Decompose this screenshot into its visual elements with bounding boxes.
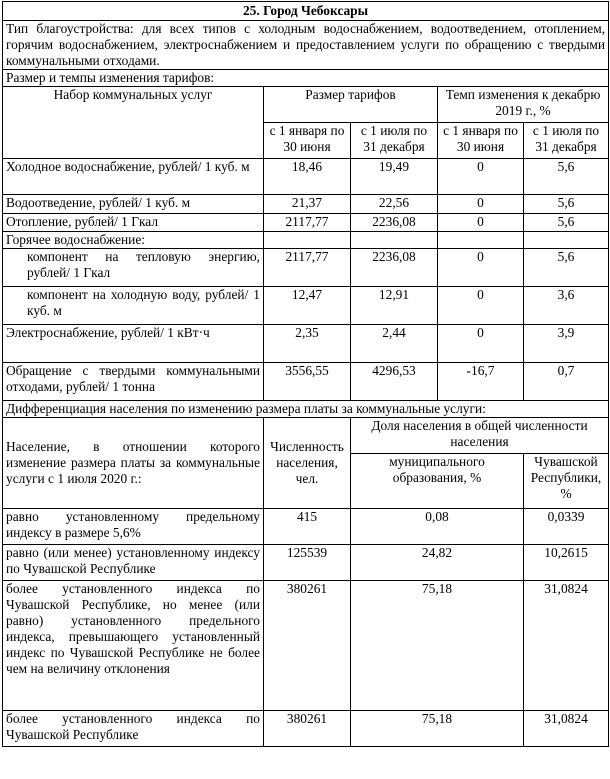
table-row bbox=[3, 214, 609, 232]
rate-h1: 0 bbox=[438, 287, 524, 325]
service-name: компонент на тепловую энергию, рублей/ 1 Гкал bbox=[3, 249, 264, 287]
table-row bbox=[3, 509, 609, 545]
tariff-h1: 3556,55 bbox=[264, 363, 351, 401]
header-tariff-size: Размер тарифов bbox=[264, 87, 438, 123]
tariff-h1 bbox=[264, 232, 351, 249]
service-name: компонент на холодную воду, рублей/ 1 куб. м bbox=[3, 287, 264, 325]
rate-h1: 0 bbox=[438, 249, 524, 287]
tariff-h2: 2,44 bbox=[351, 325, 438, 363]
tariffs-section-heading: Размер и темпы изменения тарифов: bbox=[3, 70, 609, 87]
header-change-rate: Темп изменения к декабрю 2019 г., % bbox=[438, 87, 609, 123]
service-name: Электроснабжение, рублей/ 1 кВт·ч bbox=[3, 325, 264, 363]
header-services: Набор коммунальных услуг bbox=[3, 87, 264, 159]
tariff-h1: 2117,77 bbox=[264, 249, 351, 287]
header-republic-share: Чувашской Республики, % bbox=[524, 454, 609, 509]
municipal-share: 0,08 bbox=[351, 509, 524, 545]
population-count: 125539 bbox=[264, 545, 351, 581]
tariff-h2: 19,49 bbox=[351, 159, 438, 195]
population-group: равно установленному предельному индексу в размере 5,6% bbox=[3, 509, 264, 545]
tariff-h2: 22,56 bbox=[351, 195, 438, 214]
population-group: равно (или менее) установленному индексу по Чувашской Республике bbox=[3, 545, 264, 581]
table-row bbox=[3, 325, 609, 363]
table-row bbox=[3, 249, 609, 287]
table-row bbox=[3, 711, 609, 747]
rate-h1: 0 bbox=[438, 214, 524, 232]
republic-share: 10,2615 bbox=[524, 545, 609, 581]
republic-share: 31,0824 bbox=[524, 711, 609, 747]
table-row bbox=[3, 363, 609, 401]
table-row bbox=[3, 159, 609, 195]
header-sub-rate-h2: с 1 июля по 31 декабря bbox=[524, 123, 609, 159]
tariff-h1: 12,47 bbox=[264, 287, 351, 325]
rate-h2: 5,6 bbox=[524, 249, 609, 287]
rate-h1 bbox=[438, 232, 524, 249]
tariff-h2: 2236,08 bbox=[351, 249, 438, 287]
tariff-h2: 12,91 bbox=[351, 287, 438, 325]
rate-h1: -16,7 bbox=[438, 363, 524, 401]
header-population-share: Доля населения в общей численности населения bbox=[351, 418, 609, 454]
municipal-share: 75,18 bbox=[351, 711, 524, 747]
rate-h2: 5,6 bbox=[524, 159, 609, 195]
table-row bbox=[3, 232, 609, 249]
republic-share: 0,0339 bbox=[524, 509, 609, 545]
service-name: Отопление, рублей/ 1 Гкал bbox=[3, 214, 264, 232]
table-row bbox=[3, 195, 609, 214]
table-row bbox=[3, 581, 609, 711]
tariff-h2: 2236,08 bbox=[351, 214, 438, 232]
header-sub-size-h2: с 1 июля по 31 декабря bbox=[351, 123, 438, 159]
service-name: Обращение с твердыми коммунальными отходами, рублей/ 1 тонна bbox=[3, 363, 264, 401]
section-title: 25. Город Чебоксары bbox=[3, 2, 609, 21]
service-name: Холодное водоснабжение, рублей/ 1 куб. м bbox=[3, 159, 264, 195]
population-count: 415 bbox=[264, 509, 351, 545]
improvement-type-text: Тип благоустройства: для всех типов с холодным водоснабжением, водоотведением, отоплением, горячим водоснабжением, электроснабжением и предоставлением услуги по обращению с твердыми коммунальными отходами. bbox=[3, 21, 609, 70]
header-sub-size-h1: с 1 января по 30 июня bbox=[264, 123, 351, 159]
population-count: 380261 bbox=[264, 581, 351, 711]
tariff-h2: 4296,53 bbox=[351, 363, 438, 401]
table-row bbox=[3, 545, 609, 581]
republic-share: 31,0824 bbox=[524, 581, 609, 711]
diff-section-heading: Дифференциация населения по изменению размера платы за коммунальные услуги: bbox=[3, 401, 609, 418]
rate-h2: 3,9 bbox=[524, 325, 609, 363]
document-page bbox=[2, 1, 608, 747]
rate-h2: 5,6 bbox=[524, 214, 609, 232]
municipal-share: 75,18 bbox=[351, 581, 524, 711]
service-name: Водоотведение, рублей/ 1 куб. м bbox=[3, 195, 264, 214]
tariff-h1: 2117,77 bbox=[264, 214, 351, 232]
rate-h1: 0 bbox=[438, 159, 524, 195]
header-sub-rate-h1: с 1 января по 30 июня bbox=[438, 123, 524, 159]
rate-h2: 3,6 bbox=[524, 287, 609, 325]
rate-h2: 0,7 bbox=[524, 363, 609, 401]
population-count: 380261 bbox=[264, 711, 351, 747]
header-population-count: Численность населения, чел. bbox=[264, 418, 351, 509]
municipal-share: 24,82 bbox=[351, 545, 524, 581]
population-group: более установленного индекса по Чувашской Республике bbox=[3, 711, 264, 747]
header-municipal-share: муниципального образования, % bbox=[351, 454, 524, 509]
population-group: более установленного индекса по Чувашской Республике, но менее (или равно) установленного предельного индекса, превышающего установленный индекс по Чувашской Республике не более чем на величину отклонения bbox=[3, 581, 264, 711]
service-name: Горячее водоснабжение: bbox=[3, 232, 264, 249]
rate-h2: 5,6 bbox=[524, 195, 609, 214]
rate-h1: 0 bbox=[438, 325, 524, 363]
tariff-table bbox=[2, 1, 609, 747]
tariff-h1: 18,46 bbox=[264, 159, 351, 195]
rate-h1: 0 bbox=[438, 195, 524, 214]
rate-h2 bbox=[524, 232, 609, 249]
tariff-h2 bbox=[351, 232, 438, 249]
tariff-h1: 21,37 bbox=[264, 195, 351, 214]
tariff-h1: 2,35 bbox=[264, 325, 351, 363]
header-population: Население, в отношении которого изменение размера платы за коммунальные услуги с 1 июля 2020 г.: bbox=[3, 418, 264, 509]
table-row bbox=[3, 287, 609, 325]
